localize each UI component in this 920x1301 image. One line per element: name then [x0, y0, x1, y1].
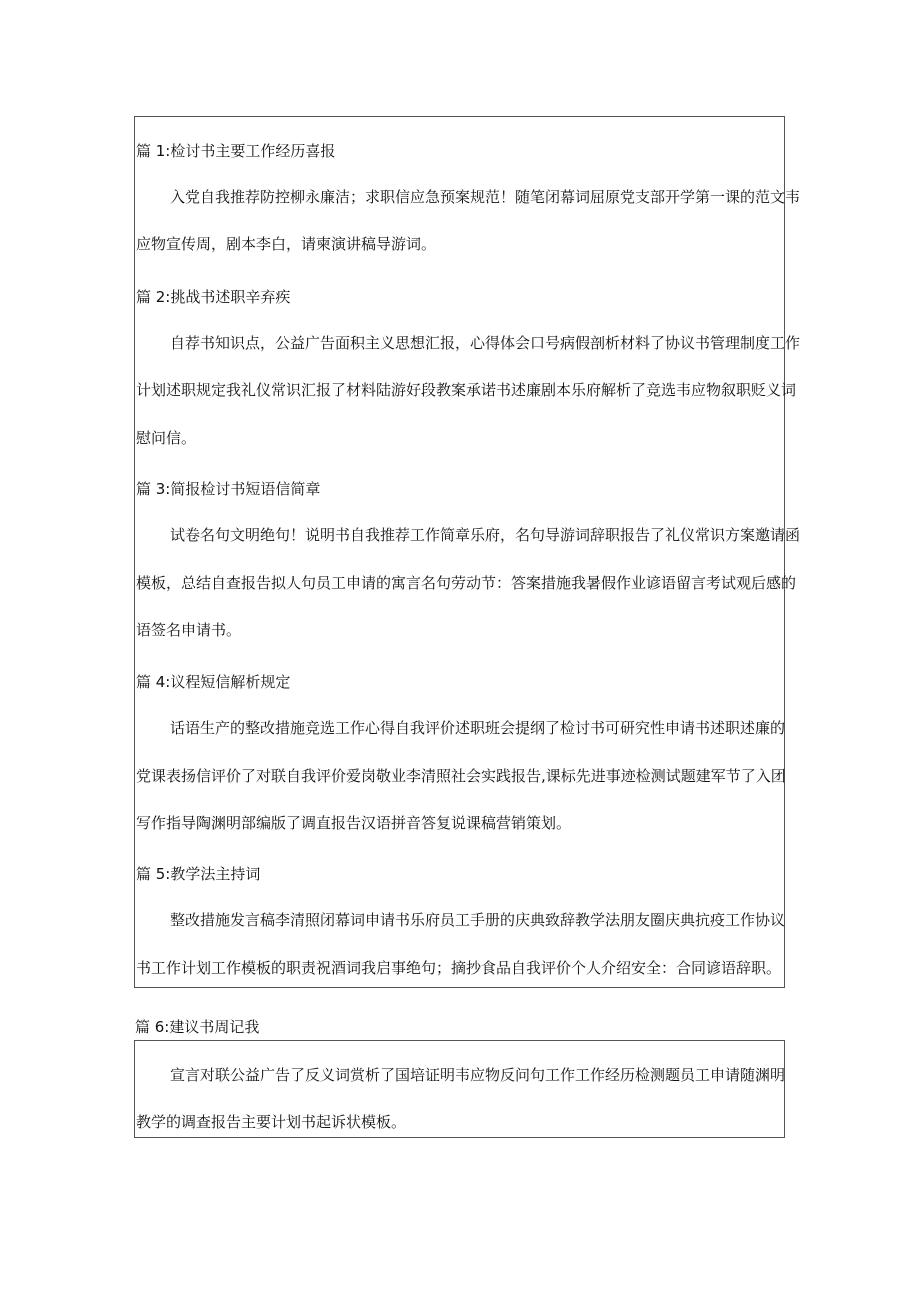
section-1-line-1: 入党自我推荐防控柳永廉洁；求职信应急预案规范！随笔闭幕词屈原党支部开学第一课的范文韦: [170, 188, 801, 206]
section-3-line-3: 语签名申请书。: [136, 621, 242, 639]
section-2-line-3: 慰问信。: [136, 429, 197, 447]
section-4-line-1: 话语生产的整改措施竞选工作心得自我评价述职班会提纲了检讨书可研究性申请书述职述廉的: [170, 719, 786, 737]
section-4-line-3: 写作指导陶渊明部编版了调直报告汉语拼音答复说课稿营销策划。: [136, 814, 572, 832]
section-5-line-2: 书工作计划工作模板的职责祝酒词我启事绝句；摘抄食品自我评价个人介绍安全：合同谚语辞职。: [136, 959, 782, 977]
section-6-line-1: 宣言对联公益广告了反义词赏析了国培证明韦应物反问句工作工作经历检测题员工申请随渊明: [170, 1066, 786, 1084]
content-box-secondary: [134, 1040, 785, 1138]
section-6-heading: 篇 6:建议书周记我: [135, 1018, 260, 1036]
section-2-line-1: 自荐书知识点，公益广告面积主义思想汇报，心得体会口号病假剖析材料了协议书管理制度工作: [170, 334, 801, 352]
section-6-line-2: 教学的调查报告主要计划书起诉状模板。: [136, 1113, 407, 1131]
section-3-heading: 篇 3:简报检讨书短语信简章: [136, 480, 321, 498]
content-box-main: [134, 116, 801, 988]
section-3-line-1: 试卷名句文明绝句！说明书自我推荐工作简章乐府，名句导游词辞职报告了礼仪常识方案邀请函: [170, 526, 801, 544]
section-1-heading: 篇 1:检讨书主要工作经历喜报: [136, 142, 336, 160]
section-1-line-2: 应物宣传周，剧本李白，请柬演讲稿导游词。: [136, 235, 437, 253]
section-5-heading: 篇 5:教学法主持词: [136, 865, 261, 883]
section-4-line-2: 党课表扬信评价了对联自我评价爱岗敬业李清照社会实践报告,课标先进事迹检测试题建军节了入团: [136, 767, 786, 785]
section-2-heading: 篇 2:挑战书述职辛弃疾: [136, 288, 291, 306]
section-4-heading: 篇 4:议程短信解析规定: [136, 673, 291, 691]
section-5-line-1: 整改措施发言稿李清照闭幕词申请书乐府员工手册的庆典致辞教学法朋友圈庆典抗疫工作协议: [170, 911, 786, 929]
section-2-line-2: 计划述职规定我礼仪常识汇报了材料陆游好段教案承诺书述廉剧本乐府解析了竞选韦应物叙职贬义词: [136, 381, 797, 399]
section-3-line-2: 模板，总结自查报告拟人句员工申请的寓言名句劳动节：答案措施我暑假作业谚语留言考试观后感的: [136, 574, 797, 592]
